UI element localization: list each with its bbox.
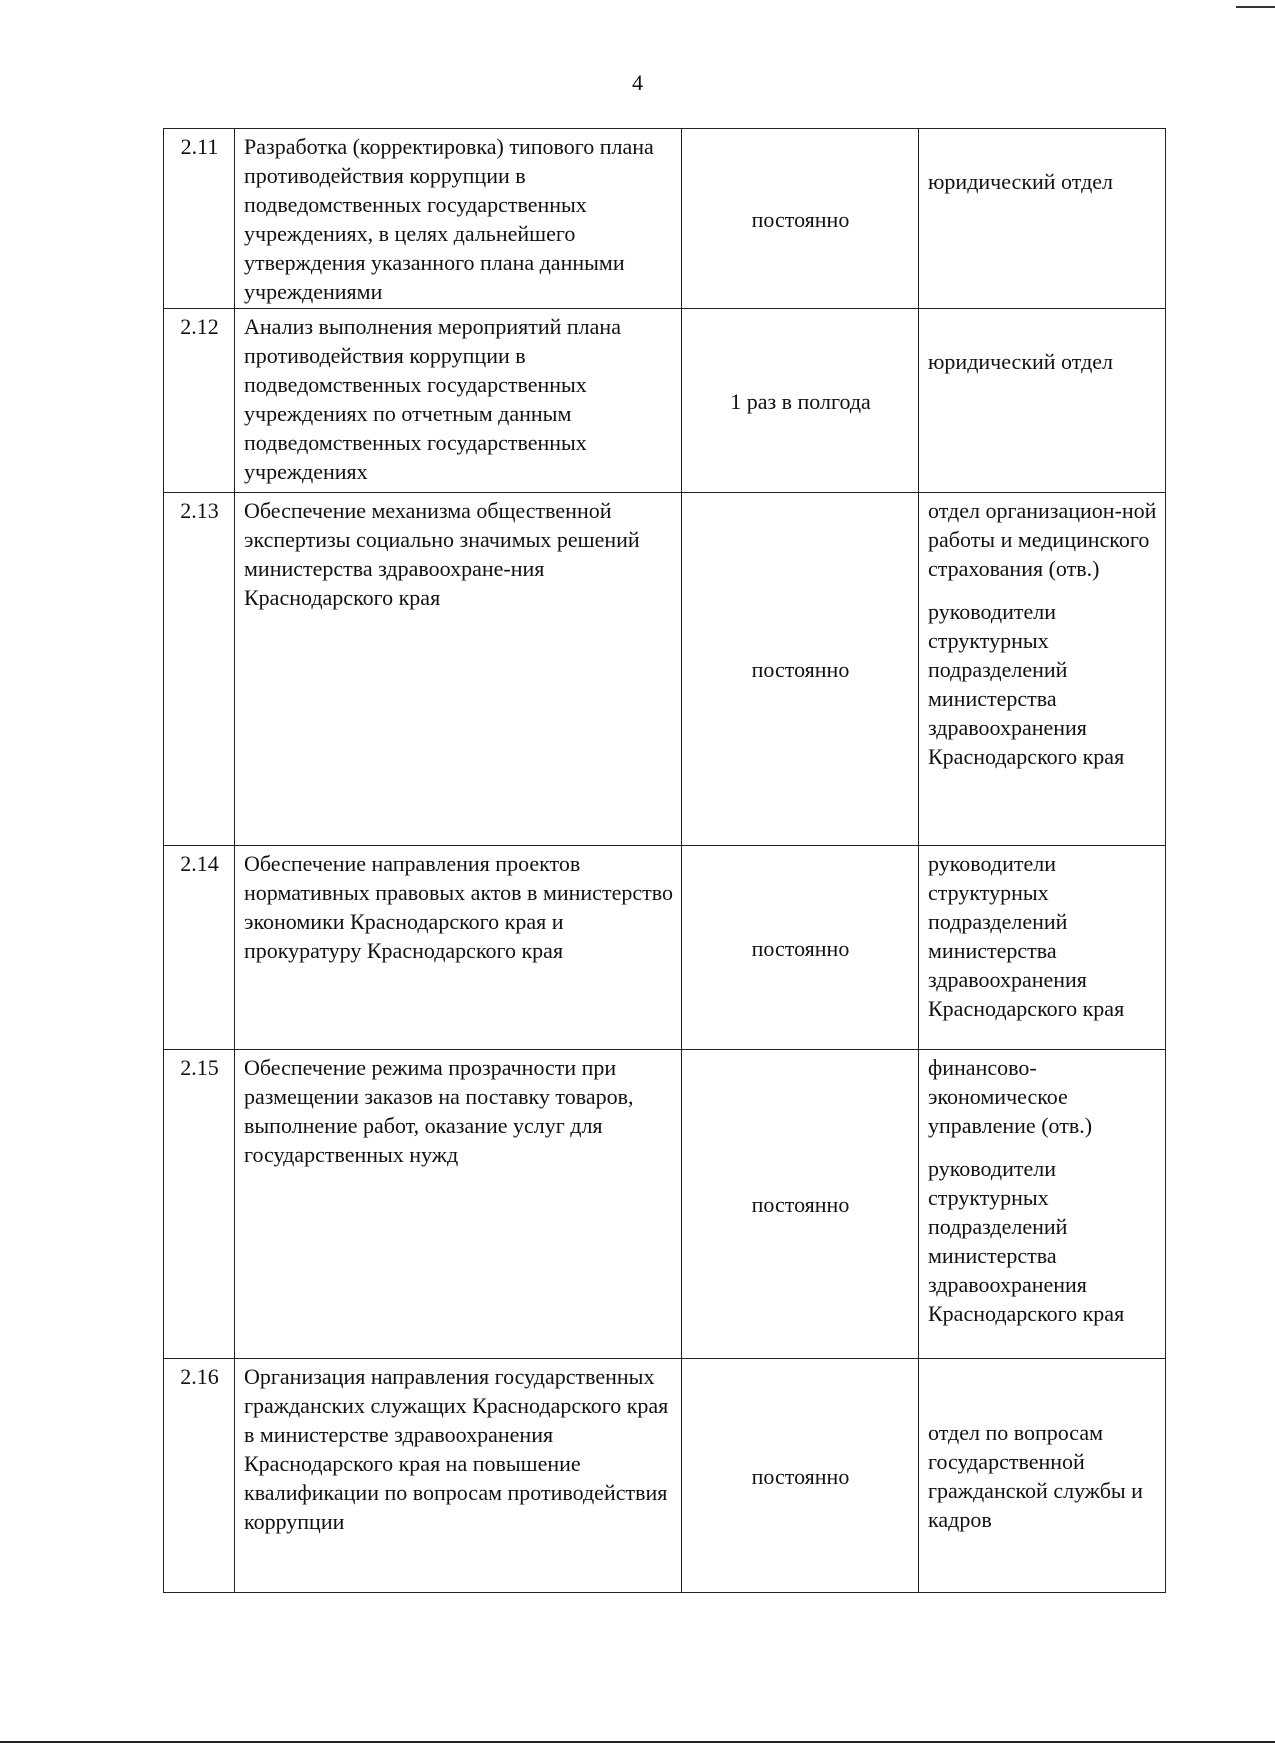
responsible-text: руководители структурных подразделений министерства здравоохранения Краснодарского края — [928, 599, 1125, 769]
responsible-cell — [919, 1359, 1166, 1593]
measures-table — [163, 128, 1166, 1593]
item-number: 2.11 — [164, 129, 235, 309]
item-number: 2.14 — [164, 846, 235, 1050]
item-number: 2.16 — [164, 1359, 235, 1593]
measure-text: Обеспечение режима прозрачности при размещении заказов на поставку товаров, выполнение работ, оказание услуг для государственных нужд — [235, 1050, 682, 1359]
measure-text: Обеспечение направления проектов нормативных правовых актов в министерство экономики Краснодарского края и прокуратуру Краснодарского края — [235, 846, 682, 1050]
term-cell: постоянно — [682, 1050, 919, 1359]
responsible-text: юридический отдел — [928, 169, 1114, 194]
bottom-scan-line — [0, 1741, 1275, 1743]
term-cell: 1 раз в полгода — [682, 309, 919, 493]
page-number: 4 — [632, 70, 643, 95]
responsible-text: отдел организацион-ной работы и медицинского страхования (отв.) — [928, 498, 1157, 581]
responsible-text: руководители структурных подразделений министерства здравоохранения Краснодарского края — [928, 1156, 1125, 1326]
measure-text: Анализ выполнения мероприятий плана противодействия коррупции в подведомственных государственных учреждениях по отчетным данным подведомственных государственных учреждениях — [235, 309, 682, 493]
responsible-text: руководители структурных подразделений министерства здравоохранения Краснодарского края — [928, 851, 1125, 1021]
term-cell: постоянно — [682, 846, 919, 1050]
responsible-cell — [919, 309, 1166, 493]
measure-text: Разработка (корректировка) типового плана противодействия коррупции в подведомственных государственных учреждениях, в целях дальнейшего утверждения указанного плана данными учреждениями — [235, 129, 682, 309]
table-row — [164, 493, 1166, 846]
responsible-text: юридический отдел — [928, 349, 1114, 374]
term-cell: постоянно — [682, 1359, 919, 1593]
term-cell: постоянно — [682, 129, 919, 309]
responsible-cell — [919, 493, 1166, 846]
table-row — [164, 129, 1166, 309]
item-number: 2.12 — [164, 309, 235, 493]
table-row — [164, 1050, 1166, 1359]
term-cell: постоянно — [682, 493, 919, 846]
table-row — [164, 309, 1166, 493]
responsible-text: отдел по вопросам государственной гражданской службы и кадров — [928, 1420, 1143, 1532]
measure-text: Организация направления государственных гражданских служащих Краснодарского края в министерстве здравоохранения Краснодарского края на повышение квалификации по вопросам противодействия коррупции — [235, 1359, 682, 1593]
table-row — [164, 846, 1166, 1050]
responsible-cell — [919, 129, 1166, 309]
responsible-text: финансово-экономическое управление (отв.) — [928, 1055, 1093, 1138]
item-number: 2.13 — [164, 493, 235, 846]
responsible-cell — [919, 846, 1166, 1050]
item-number: 2.15 — [164, 1050, 235, 1359]
scan-edge-mark — [1236, 6, 1275, 8]
measure-text: Обеспечение механизма общественной экспертизы социально значимых решений министерства здравоохране-ния Краснодарского края — [235, 493, 682, 846]
responsible-cell — [919, 1050, 1166, 1359]
table-row — [164, 1359, 1166, 1593]
